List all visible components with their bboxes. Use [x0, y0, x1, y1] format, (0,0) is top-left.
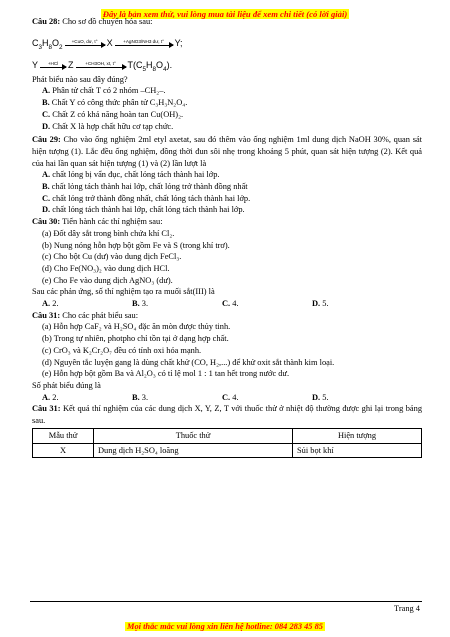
reaction-arrow: +HCl	[40, 67, 66, 68]
question-30-text: Tiến hành các thí nghiệm sau:	[62, 217, 163, 227]
compound-y: Y	[32, 60, 39, 70]
option-b: B. 3.	[132, 392, 149, 402]
statement-item: (a) Hỗn hợp CaF₂ và H₂SO₄ đặc ăn mòn được thủy tinh.	[42, 322, 231, 332]
compound-z: Z	[68, 60, 74, 70]
table-row	[33, 443, 422, 458]
question-29-stem	[32, 134, 422, 169]
question-31b-stem	[32, 403, 422, 426]
table-header-row	[33, 428, 422, 443]
option-c: C. 4.	[222, 299, 239, 309]
experiment-item: (e) Cho Fe vào dung dịch AgNO₃ (dư).	[42, 275, 173, 285]
compound-y: Y;	[174, 38, 183, 48]
hotline-banner-text: Mọi thắc mắc vui lòng xin liên hệ hotline: 084 283 45 85	[127, 622, 323, 631]
question-28-title: Câu 28:	[32, 17, 61, 26]
compound-x: X	[106, 38, 113, 48]
experiment-item: (b) Nung nóng hỗn hợp bột gồm Fe và S (trong khí trơ).	[42, 240, 230, 250]
question-29-text: Cho vào ống nghiệm 2ml etyl axetat, sau đó thêm vào ống nghiệm 1ml dung dịch NaOH 30%, quan sát hiện tượng (1). Lắc đều ống nghiệm, đồng thời đun sôi nhẹ trong khoảng 5 phút, quan sát hiện tượng (2). Kết quả của hai lần quan sát hiện tượng (1) và (2) lần lượt là	[32, 135, 423, 168]
column-header: Thuốc thử	[94, 428, 293, 443]
reaction-arrow: +AgNO3/NH3 dư, t°	[115, 45, 173, 46]
statement-item: (d) Nguyên tắc luyện gang là dùng chất khử (CO, H₂,...) để khử oxit sắt thành kim loại.	[42, 357, 335, 367]
option-a: A. Phân tử chất T có 2 nhóm –CH₂–.	[42, 86, 166, 96]
question-31-stem	[32, 310, 422, 322]
question-31-title: Câu 31:	[32, 310, 61, 320]
question-30-prompt: Sau các phản ứng, số thí nghiệm tạo ra muối sắt(III) là	[32, 287, 215, 297]
document-body	[32, 16, 422, 458]
footer-divider	[30, 601, 422, 602]
question-28-text: Cho sơ đồ chuyển hóa sau:	[62, 17, 153, 26]
option-d: D. chất lỏng tách thành hai lớp, chất lỏng tách thành hai lớp.	[42, 205, 245, 215]
page-number: Trang 4	[394, 604, 420, 613]
question-29-title: Câu 29:	[32, 135, 61, 145]
option-b: B. 3.	[132, 299, 149, 309]
question-30-stem	[32, 216, 422, 228]
option-d: D. Chất X là hợp chất hữu cơ tạp chức.	[42, 121, 174, 131]
answer-options	[32, 298, 422, 310]
reaction-arrow: +CH3OH, xt, t°	[76, 67, 126, 68]
results-table	[32, 428, 422, 458]
compound-t: $T(C_5H_8O_4)$.	[127, 60, 173, 73]
experiment-item: (d) Cho Fe(NO₃)₂ vào dung dịch HCl.	[42, 263, 170, 273]
preview-banner-text: Đây là bản xem thử, vui lòng mua tài liệu để xem chi tiết (có lời giải)	[102, 9, 348, 19]
question-28-prompt: Phát biểu nào sau đây đúng?	[32, 74, 128, 84]
statement-item: (c) CrO₃ và K₂Cr₂O₇ đều có tính oxi hóa mạnh.	[42, 345, 202, 355]
question-31b-text: Kết quả thí nghiệm của các dung dịch X, Y, Z, T với thuốc thử ở nhiệt độ thường được ghi lại trong bảng sau.	[32, 404, 423, 426]
answer-options	[32, 392, 422, 404]
option-c: C. chất lỏng trở thành đồng nhất, chất lỏng tách thành hai lớp.	[42, 193, 251, 203]
option-d: D. 5.	[312, 299, 329, 309]
question-31-prompt: Số phát biểu đúng là	[32, 380, 101, 390]
option-b: B. Chất Y có công thức phân tử C₃H₃N₂O₄.	[42, 98, 188, 108]
reaction-scheme-2	[32, 50, 422, 72]
option-c: C. Chất Z có khả năng hoàn tan Cu(OH)₂.	[42, 109, 184, 119]
table-cell: Sủi bọt khí	[293, 443, 422, 458]
option-a: A. 2.	[42, 299, 59, 309]
statement-item: (e) Hỗn hợp bột gồm Ba và Al₂O₃ có tỉ lệ mol 1 : 1 tan hết trong nước dư.	[42, 369, 290, 379]
option-d: D. 5.	[312, 392, 329, 402]
table-cell: X	[33, 443, 94, 458]
reaction-arrow: +CuO, dư, t°	[65, 45, 105, 46]
column-header: Mẫu thử	[33, 428, 94, 443]
option-a: A. 2.	[42, 392, 59, 402]
column-header: Hiện tượng	[293, 428, 422, 443]
question-31b-title: Câu 31:	[32, 404, 61, 414]
option-a: A. chất lỏng bị vẩn đục, chất lỏng tách thành hai lớp.	[42, 170, 220, 180]
option-c: C. 4.	[222, 392, 239, 402]
table-cell: Dung dịch H₂SO₄ loãng	[94, 443, 293, 458]
option-b: B. chất lỏng tách thành hai lớp, chất lỏng trở thành đồng nhất	[42, 182, 248, 192]
question-30-title: Câu 30:	[32, 217, 61, 227]
question-31-text: Cho các phát biểu sau:	[62, 310, 139, 320]
reaction-scheme-1	[32, 28, 422, 50]
reactant-formula: $C_3H_8O_2$	[32, 38, 63, 51]
statement-item: (b) Trong tự nhiên, photpho chỉ tồn tại ở dạng hợp chất.	[42, 334, 229, 344]
hotline-banner	[0, 616, 450, 634]
question-28-stem	[32, 16, 422, 28]
experiment-item: (c) Cho bột Cu (dư) vào dung dịch FeCl₃.	[42, 252, 182, 262]
experiment-item: (a) Đốt dây sắt trong bình chứa khí Cl₂.	[42, 228, 175, 238]
